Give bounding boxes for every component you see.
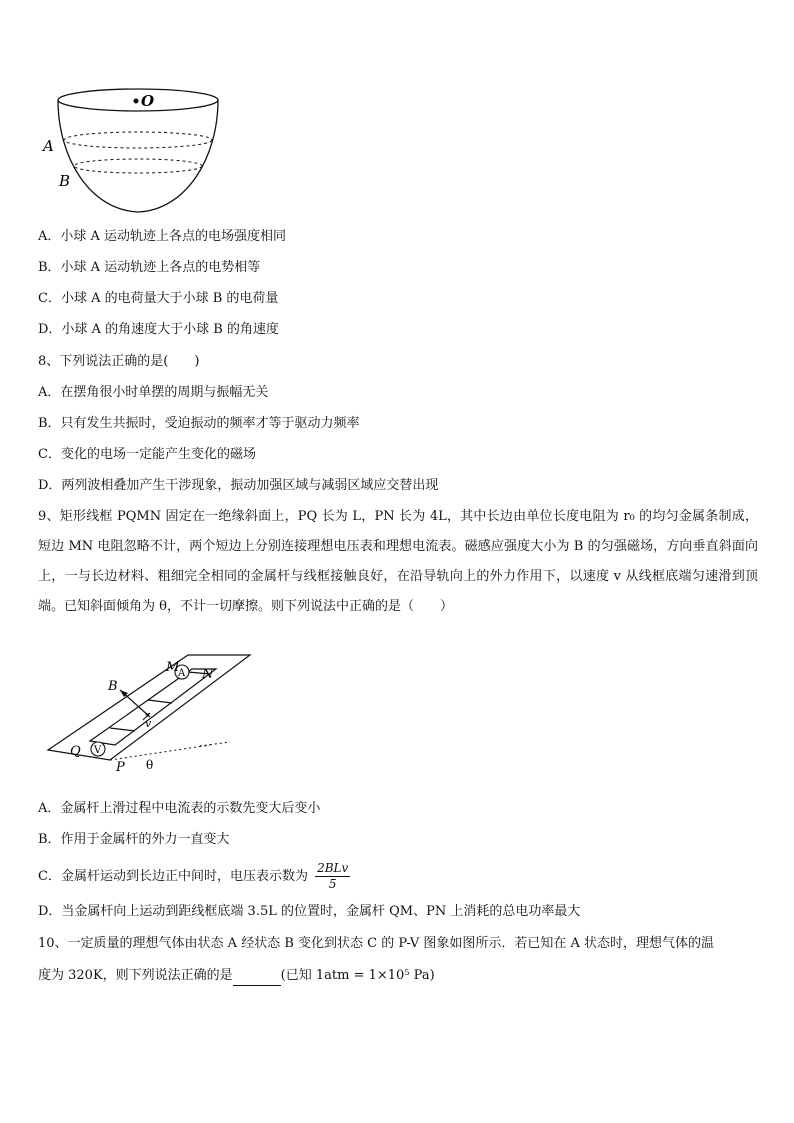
q7-option-a: A．小球 A 运动轨迹上各点的电场强度相同	[38, 229, 287, 244]
q8-option-a: A．在摆角很小时单摆的周期与振幅无关	[38, 385, 269, 400]
q9-stem: 9、矩形线框 PQMN 固定在一绝缘斜面上，PQ 长为 L，PN 长为 4L，其中长边由单位长度电阻为 r₀ 的均匀金属条制成，短边 MN 电阻忽略不计，两个短边上分别连接理想电压表和理想电流表。磁感应强度大小为 B 的匀强磁场，方向垂直斜面向上，一与长边材料、粗细完全相同的金属杆与线框接触良好，在沿导轨向上的外力作用下，以速度 v 从线框底端匀速滑到顶端。已知斜面倾角为 θ，不计一切摩擦。则下列说法中正确的是（ ）	[38, 509, 758, 614]
q8-stem: 8、下列说法正确的是( )	[38, 354, 200, 369]
q10-stem-line2	[38, 966, 435, 986]
incline-frame-figure	[40, 645, 290, 785]
bowl-figure	[40, 88, 230, 218]
q10-stem-note: (已知 1atm = 1×10⁵ Pa)	[280, 968, 435, 983]
label-voltmeter: V	[94, 745, 102, 756]
q9-option-c	[38, 860, 353, 894]
label-theta: θ	[146, 758, 154, 772]
q7-option-b: B．小球 A 运动轨迹上各点的电势相等	[38, 260, 261, 275]
q10-stem-line1: 10、一定质量的理想气体由状态 A 经状态 B 变化到状态 C 的 P-V 图象如图所示．若已知在 A 状态时，理想气体的温	[38, 936, 715, 951]
fraction-denominator: 5	[328, 877, 337, 891]
q7-option-d: D．小球 A 的角速度大于小球 B 的角速度	[38, 322, 279, 337]
q10-stem-text: 度为 320K，则下列说法正确的是	[38, 968, 233, 983]
q9-option-b: B．作用于金属杆的外力一直变大	[38, 832, 230, 847]
label-a: A	[43, 137, 54, 155]
label-m: M	[166, 660, 180, 675]
q9-option-c-fraction	[315, 861, 350, 892]
label-b-field: B	[108, 679, 118, 694]
fraction-numerator: 2BLv	[317, 861, 349, 875]
q8-option-d: D．两列波相叠加产生干涉现象，振动加强区域与减弱区域应交替出现	[38, 478, 439, 493]
label-b: B	[59, 172, 71, 190]
label-o: O	[141, 92, 155, 110]
label-v-velocity: v	[145, 717, 152, 730]
q9-option-d: D．当金属杆向上运动到距线框底端 3.5L 的位置时，金属杆 QM、PN 上消耗的总电功率最大	[38, 904, 581, 919]
q9-option-a: A．金属杆上滑过程中电流表的示数先变大后变小	[38, 801, 321, 816]
q7-option-c: C．小球 A 的电荷量大于小球 B 的电荷量	[38, 291, 279, 306]
answer-blank	[233, 971, 281, 986]
label-p: P	[116, 760, 125, 775]
q8-option-c: C．变化的电场一定能产生变化的磁场	[38, 447, 256, 462]
q9-option-c-text: C．金属杆运动到长边正中间时，电压表示数为	[38, 869, 308, 884]
q8-option-b: B．只有发生共振时，受迫振动的频率才等于驱动力频率	[38, 416, 360, 431]
label-ammeter: A	[178, 668, 186, 679]
label-n: N	[202, 667, 214, 682]
label-q: Q	[70, 744, 81, 759]
